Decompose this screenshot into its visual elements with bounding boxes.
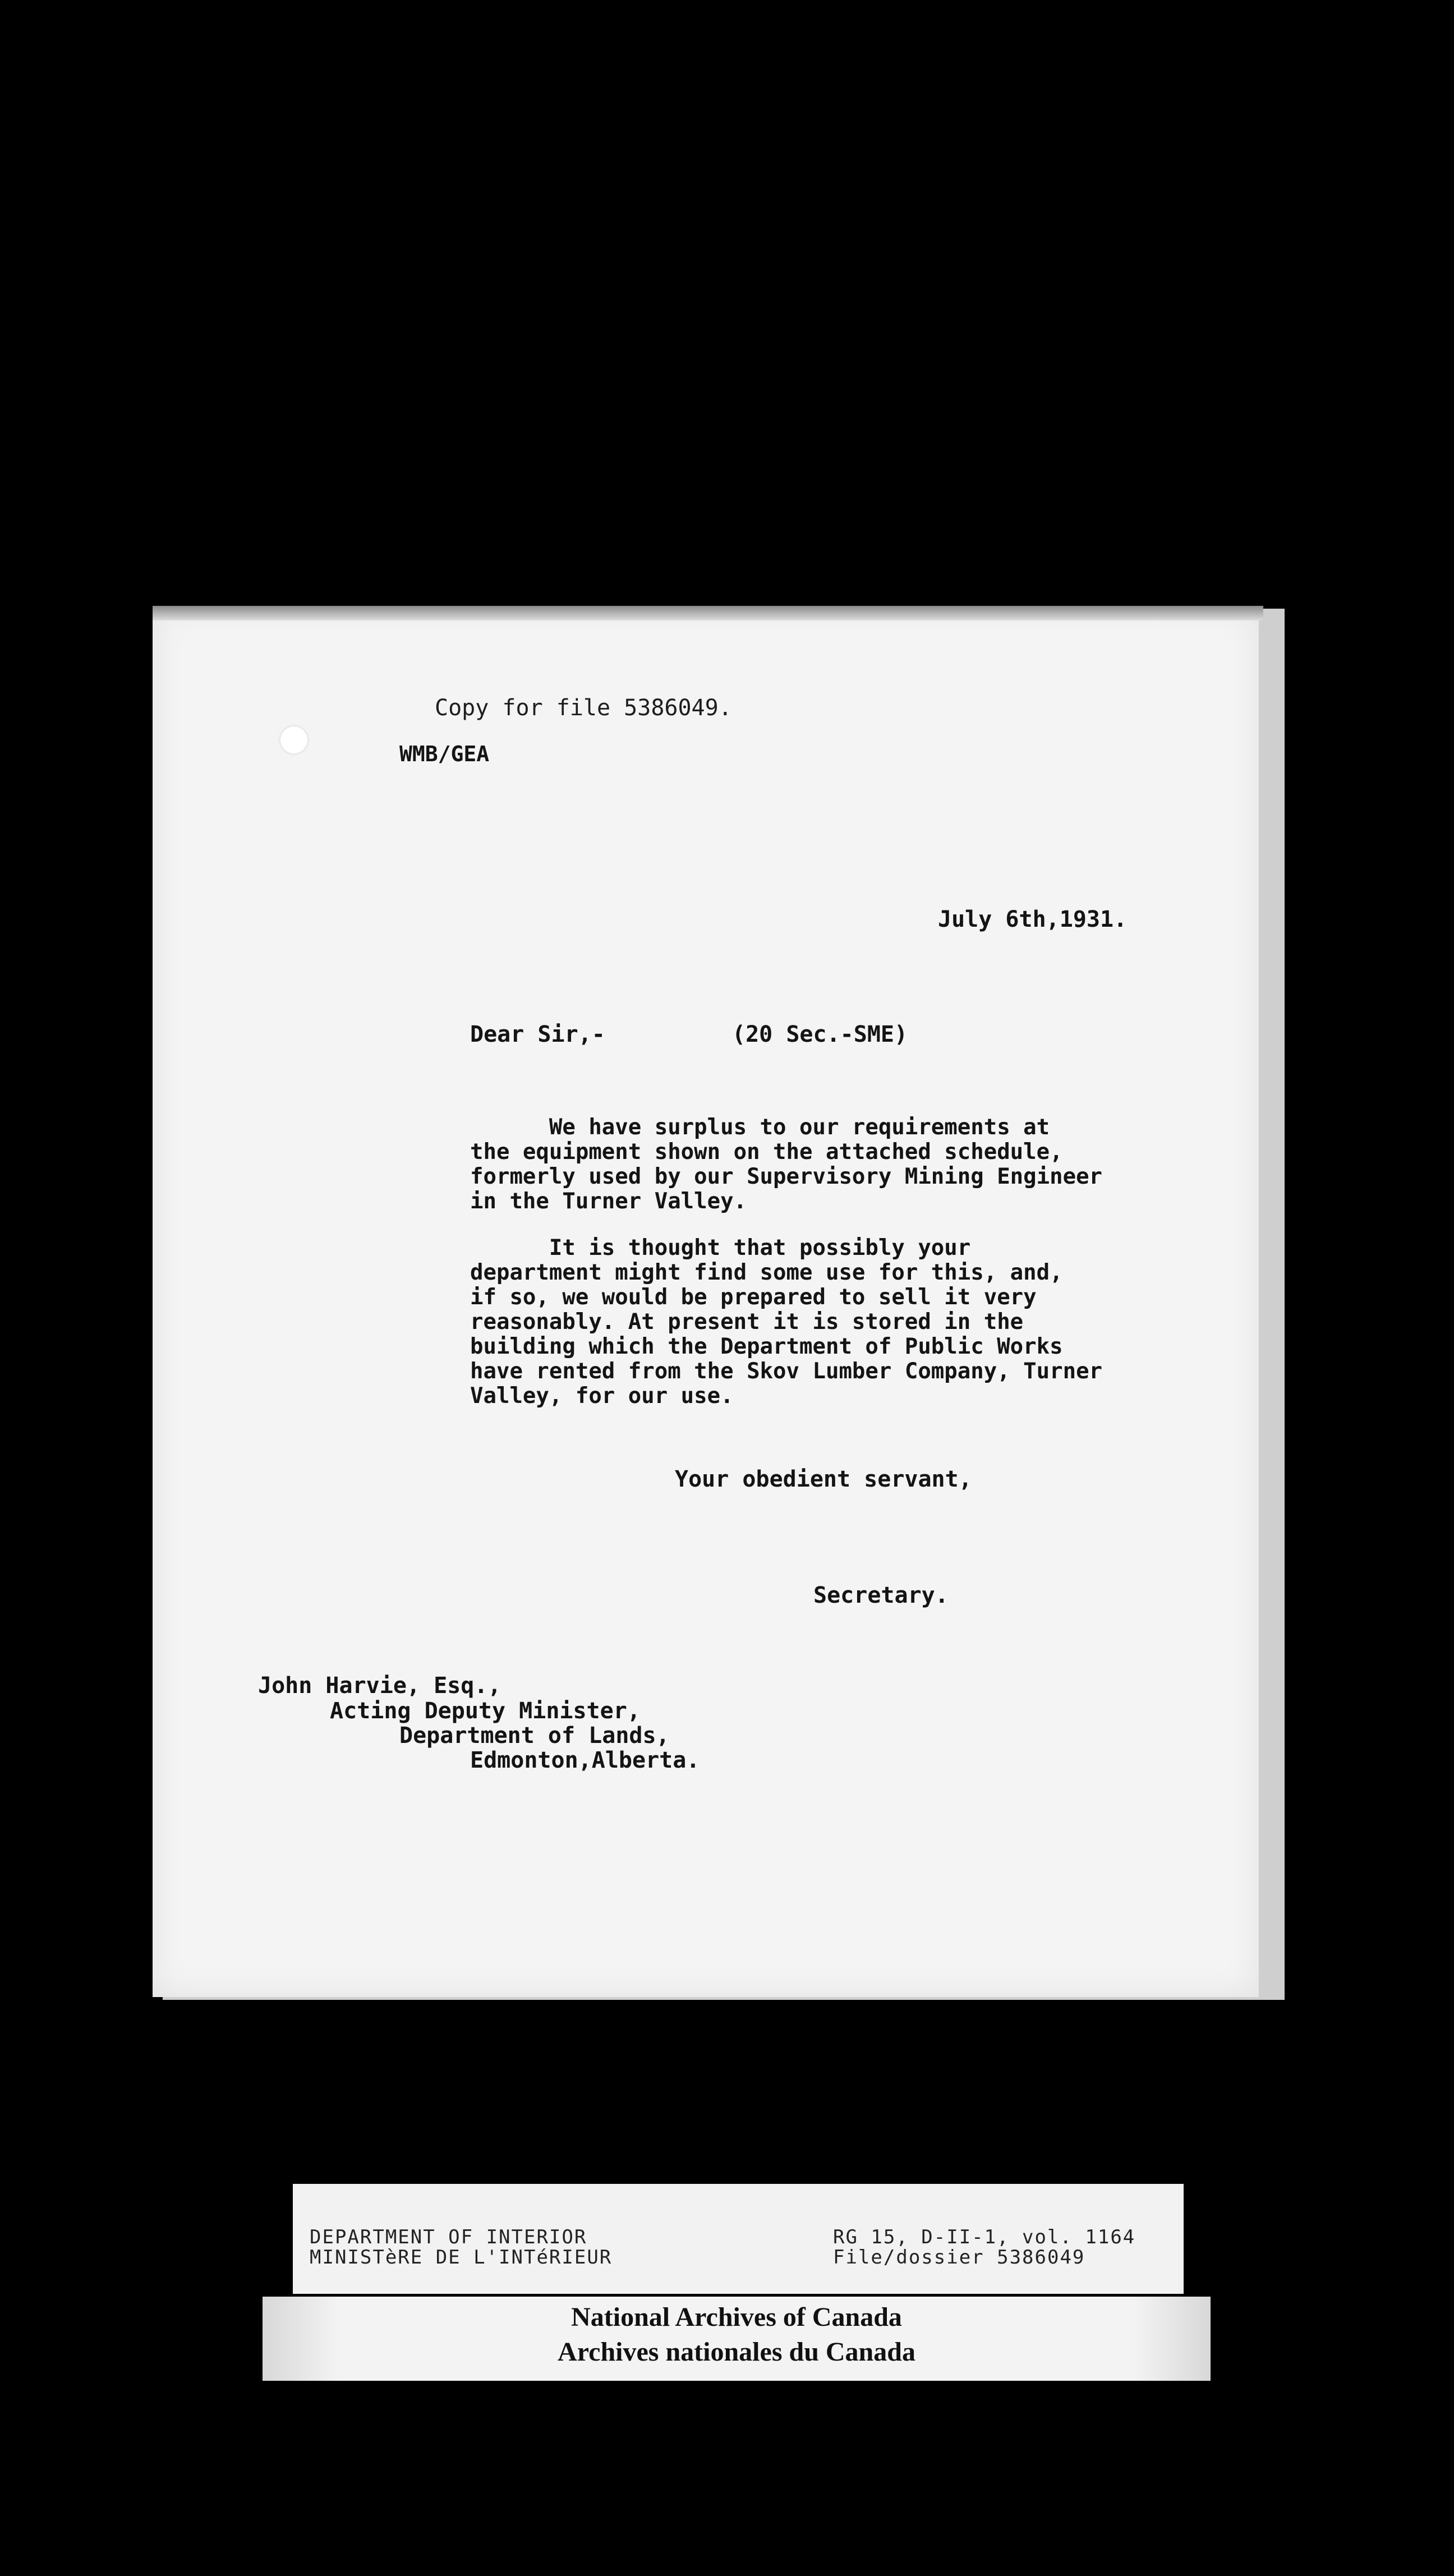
copy-for-file-line: Copy for file 5386049.: [435, 695, 732, 721]
address-line-department: Department of Lands,: [399, 1723, 670, 1749]
paper-top-edge: [153, 606, 1263, 620]
body-paragraph-1: We have surplus to our requirements at the equipment shown on the attached schedule, formerly used by our Supervisory Mining Engineer in the Turner Valley.: [470, 1115, 1103, 1214]
body-paragraph-2: It is thought that possibly your department might find some use for this, and, if so, we would be prepared to sell it very reasonably. At present it is stored in the building which the Department of Public Works have rented from the Skov Lumber Company, Turner Valley, for our use.: [470, 1235, 1103, 1409]
department-name-english: DEPARTMENT OF INTERIOR: [310, 2226, 587, 2248]
salutation: Dear Sir,-: [470, 1022, 605, 1047]
punch-hole-mark: [280, 726, 307, 753]
address-line-name: John Harvie, Esq.,: [258, 1673, 501, 1699]
typist-initials: WMB/GEA: [399, 742, 490, 766]
archives-name-french: Archives nationales du Canada: [558, 2337, 915, 2367]
closing-line: Your obedient servant,: [675, 1466, 972, 1492]
address-line-city: Edmonton,Alberta.: [470, 1747, 700, 1773]
archives-name-english: National Archives of Canada: [571, 2302, 902, 2332]
signature-title: Secretary.: [813, 1583, 949, 1608]
file-reference: (20 Sec.-SME): [732, 1022, 908, 1047]
record-group-reference: RG 15, D-II-1, vol. 1164: [833, 2226, 1136, 2248]
address-line-title: Acting Deputy Minister,: [330, 1698, 641, 1724]
department-name-french: MINISTèRE DE L'INTéRIEUR: [310, 2246, 613, 2269]
letter-date: July 6th,1931.: [938, 907, 1128, 932]
file-dossier-number: File/dossier 5386049: [833, 2246, 1085, 2269]
